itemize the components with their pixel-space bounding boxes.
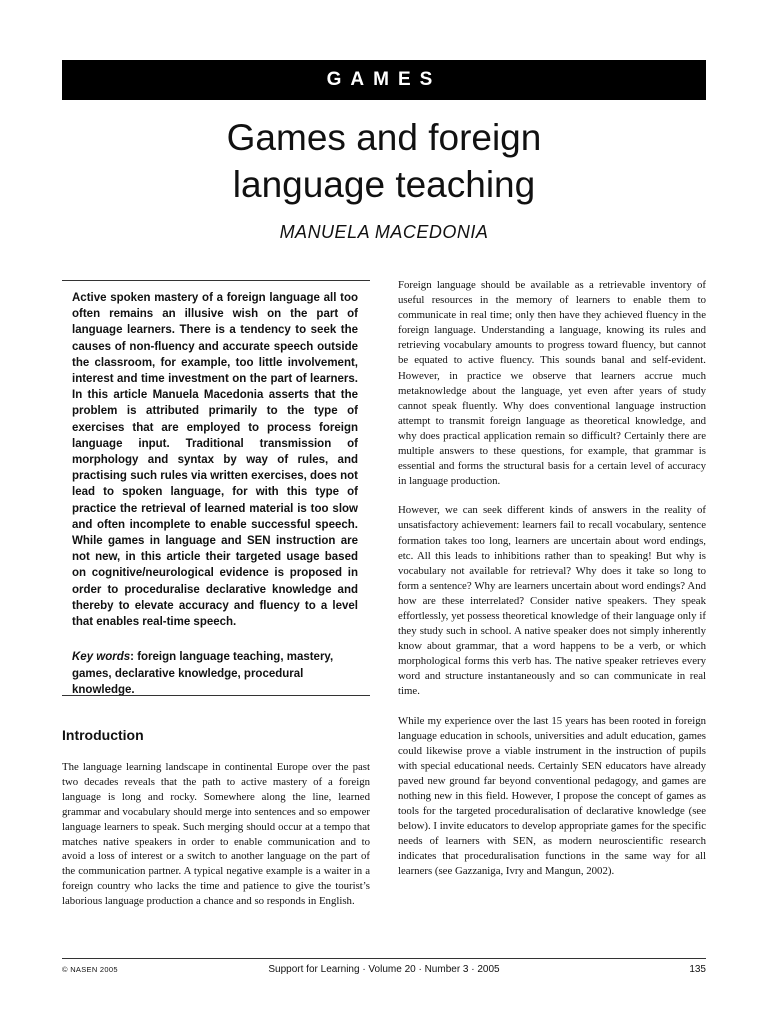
title-line-2: language teaching [232,164,536,205]
section-label: GAMES [326,69,442,90]
introduction-paragraph: The language learning landscape in continental Europe over the past two decades reveals that the path to active mastery of a foreign language is long and rocky. Somewhere along the line, learned grammar and vocabulary should merge into sentences and so empower language learners to speak. Such merging should occur at a tempo that matches native speakers in order to enable communication and to avoid a loss of interest or a switch to another language on the part of the communication partner. A typical negative example is a waiter in a foreign country who lacks the time and patience to give the tourist’s laborious language production a chance and so responds in English. [62,761,370,908]
body-paragraph-1: Foreign language should be available as a retrievable inventory of useful resources in the memory of learners to enable them to communicate in real time; only then have they achieved fluency in the foreign language. Understanding a language, knowing its rules and retrieving vocabulary amounts to progress toward fluency, but cannot be equated to active fluency. This sounds banal and self-evident. However, in practice we observe that learners accrue much metaknowledge about the language, yet even after years of study cannot speak fluently. Why does conventional language instruction attempt to transmit foreign language as theoretical knowledge, and why does practical application remain so difficult? Certainly there are multiple answers to these questions, for example, that grammar is essential and forms the structural basis for a certain level of accuracy in language production. [398,279,706,488]
footer-rule [62,958,706,959]
abstract-text: Active spoken mastery of a foreign language all too often remains an illusive wish on the part of language learners. There is a tendency to seek the causes of non-fluency and accurate speech outside the classroom, for example, too little involvement, interest and time investment on the part of learners. In this article Manuela Macedonia asserts that the problem is attributed primarily to the type of exercises that are employed to process foreign language input. Traditional transmission of morphology and syntax by way of rules, and practising such rules via written exercises, does not lead to spoken language, for with this type of practice the retrieval of learned material is too slow and often incomplete to enable successful speech. While games in language and SEN instruction are not new, in this article their targeted usage based on cognitive/neurological evidence is proposed in order to proceduralise declarative knowledge and thereby to elevate accuracy and fluency to a level that enables real-time speech. [72,292,358,629]
body-paragraph-3: While my experience over the last 15 years has been rooted in foreign language education in schools, universities and adult education, games could likewise prove a viable instrument in the instruction of pupils with special educational needs. Certainly SEN educators have already paved new ground far beyond conventional pedagogy, and games are nothing new in this field. However, I propose the concept of games as tools for the targeted proceduralisation of declarative knowledge (see below). I invite educators to develop appropriate games for the specific needs of learners with SEN, as modern neuroscientific research indicates that proceduralisation functions in the same way for all learners (see Gazzaniga, Ivry and Mangun, 2002). [398,714,706,878]
footer-copyright: © NASEN 2005 [62,965,118,974]
title-line-1: Games and foreign [226,117,542,158]
body-paragraph-2: However, we can seek different kinds of answers in the reality of unsatisfactory achievement: learners fail to recall vocabulary, sentence formation takes too long, learners are uncertain about word endings, etc. All this leads to inhibitions rather than to speaking! But why is vocabulary not available for retrieval? Why does it take so long to form a sentence? Why are learners uncertain about word endings? And how are these interrelated? Consider native speakers. They speak effortlessly, yet possess theoretical knowledge of their language only if they study such in school. A native speaker does not simply inherently know about grammar, that a word happens to be a verb, or which morphological forms this verb has. The native speaker retrieves every word and structure instantaneously and so can communicate in real time. [398,504,706,698]
keywords-text: : foreign language teaching, mastery, games, declarative knowledge, procedural knowledge. [72,651,334,696]
page-footer [62,965,706,979]
abstract-bottom-rule [62,695,370,696]
right-column [398,278,706,894]
page-number: 135 [689,964,706,975]
section-banner [62,60,706,100]
introduction-heading: Introduction [62,727,144,743]
abstract-top-rule [62,280,370,281]
keywords-label: Key words [72,651,131,663]
footer-journal: Support for Learning · Volume 20 · Number 3 · 2005 [268,964,500,975]
author-name: MANUELA MACEDONIA [279,222,489,242]
article-title [62,114,706,208]
keywords [72,649,358,699]
